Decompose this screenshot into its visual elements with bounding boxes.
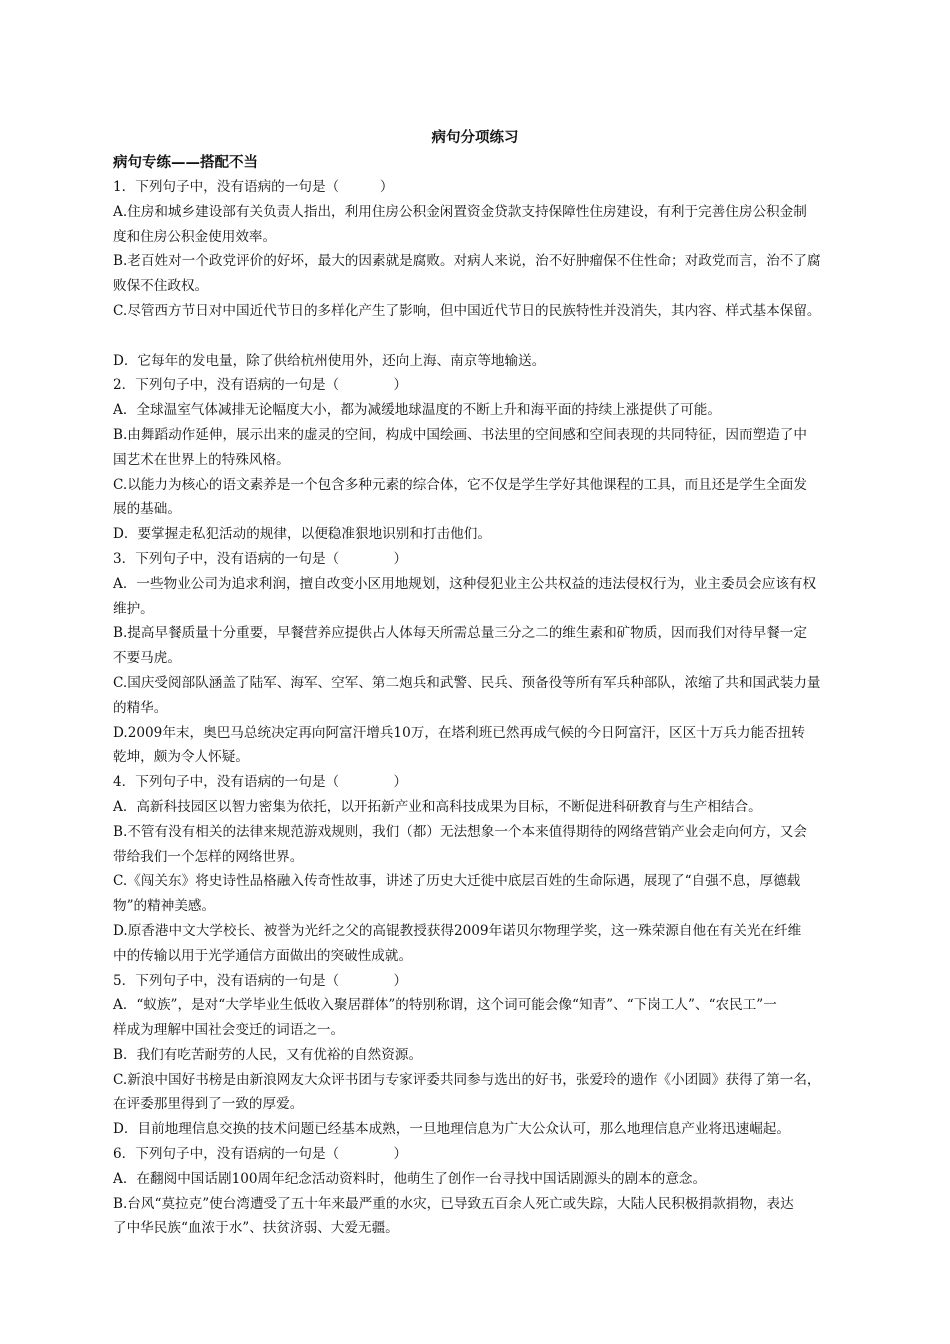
text-line: 不要马虎。 <box>113 650 181 667</box>
text-line: 乾坤，颇为令人怀疑。 <box>113 749 249 766</box>
page-title: 病句分项练习 <box>431 130 519 146</box>
text-line: 度和住房公积金使用效率。 <box>113 228 277 245</box>
text-line: 国艺术在世界上的特殊风格。 <box>113 451 290 468</box>
text-line: 6．下列句子中，没有语病的一句是（ ） <box>113 1146 408 1163</box>
blank-line <box>113 324 840 349</box>
text-line: 带给我们一个怎样的网络世界。 <box>113 848 304 865</box>
text-line: C.《闯关东》将史诗性品格融入传奇性故事，讲述了历史大迁徙中底层百姓的生命际遇，展现了“自强不息，厚德载 <box>113 873 801 890</box>
text-line: D．要掌握走私犯活动的规律，以便稳准狠地识别和打击他们。 <box>113 526 491 543</box>
text-line: A．高新科技园区以智力密集为依托，以开拓新产业和高科技成果为目标，不断促进科研教育与生产相结合。 <box>113 798 762 815</box>
section-heading: 病句专练——搭配不当 <box>113 155 258 171</box>
text-line: B.台风“莫拉克”使台湾遭受了五十年来最严重的水灾，已导致五百余人死亡或失踪，大陆人民积极捐款捐物，表达 <box>113 1195 794 1212</box>
text-line: B.老百姓对一个政党评价的好坏，最大的因素就是腐败。对病人来说，治不好肿瘤保不住性命；对政党而言，治不了腐 <box>113 253 821 270</box>
text-line: 3．下列句子中，没有语病的一句是（ ） <box>113 550 408 567</box>
text-line: D.原香港中文大学校长、被誉为光纤之父的高锟教授获得2009年诺贝尔物理学奖，这一殊荣源自他在有关光在纤维 <box>113 922 802 939</box>
text-line: 维护。 <box>113 600 154 617</box>
text-line: 2．下列句子中，没有语病的一句是（ ） <box>113 377 408 394</box>
text-line: A．全球温室气体减排无论幅度大小，都为减缓地球温度的不断上升和海平面的持续上涨提供了可能。 <box>113 402 721 419</box>
text-line: D．目前地理信息交换的技术问题已经基本成熟，一旦地理信息为广大公众认可，那么地理信息产业将迅速崛起。 <box>113 1121 790 1138</box>
text-line: 败保不住政权。 <box>113 278 209 295</box>
text-line: 4．下列句子中，没有语病的一句是（ ） <box>113 774 408 791</box>
text-line: B.提高早餐质量十分重要，早餐营养应提供占人体每天所需总量三分之二的维生素和矿物质，因而我们对待早餐一定 <box>113 625 807 642</box>
text-line: C.以能力为核心的语文素养是一个包含多种元素的综合体，它不仅是学生学好其他课程的工具，而且还是学生全面发 <box>113 476 807 493</box>
text-line: 展的基础。 <box>113 501 181 518</box>
text-line: 1．下列句子中，没有语病的一句是（ ） <box>113 179 394 195</box>
text-line: C.国庆受阅部队涵盖了陆军、海军、空军、第二炮兵和武警、民兵、预备役等所有军兵种部队，浓缩了共和国武装力量 <box>113 674 821 691</box>
text-line: B.由舞蹈动作延伸，展示出来的虚灵的空间，构成中国绘画、书法里的空间感和空间表现的共同特征，因而塑造了中 <box>113 426 807 443</box>
text-line: 的精华。 <box>113 699 168 716</box>
text-line: A．一些物业公司为追求利润，擅自改变小区用地规划，这种侵犯业主公共权益的违法侵权行为，业主委员会应该有权 <box>113 575 817 592</box>
text-line: D.2009年末，奥巴马总统决定再向阿富汗增兵10万，在塔利班已然再成气候的今日阿富汗，区区十万兵力能否扭转 <box>113 724 805 741</box>
document-body <box>113 175 840 1241</box>
text-line: 在评委那里得到了一致的厚爱。 <box>113 1096 304 1113</box>
text-line: 5．下列句子中，没有语病的一句是（ ） <box>113 972 408 989</box>
text-line: B.不管有没有相关的法律来规范游戏规则，我们（都）无法想象一个本来值得期待的网络营销产业会走向何方，又会 <box>113 823 807 840</box>
text-line: 中的传输以用于光学通信方面做出的突破性成就。 <box>113 947 413 964</box>
text-line: 样成为理解中国社会变迁的词语之一。 <box>113 1022 345 1039</box>
text-line: 了中华民族“血浓于水”、扶贫济弱、大爱无疆。 <box>113 1220 399 1237</box>
text-line: B．我们有吃苦耐劳的人民，又有优裕的自然资源。 <box>113 1046 423 1063</box>
text-line: A.住房和城乡建设部有关负责人指出，利用住房公积金闲置资金贷款支持保障性住房建设，有利于完善住房公积金制 <box>113 203 807 220</box>
text-line: C.新浪中国好书榜是由新浪网友大众评书团与专家评委共同参与选出的好书，张爱玲的遗作《小团圆》获得了第一名， <box>113 1071 821 1088</box>
text-line: C.尽管西方节日对中国近代节日的多样化产生了影响，但中国近代节日的民族特性并没消失，其内容、样式基本保留。 <box>113 302 821 319</box>
text-line: A．“蚁族”，是对“大学毕业生低收入聚居群体”的特别称谓，这个词可能会像“知青”、“下岗工人”、“农民工”一 <box>113 997 777 1014</box>
text-line: A．在翻阅中国话剧100周年纪念活动资料时，他萌生了创作一台寻找中国话剧源头的剧本的意念。 <box>113 1170 707 1187</box>
text-line: D．它每年的发电量，除了供给杭州使用外，还向上海、南京等地输送。 <box>113 352 546 369</box>
text-line: 物”的精神美感。 <box>113 898 216 915</box>
